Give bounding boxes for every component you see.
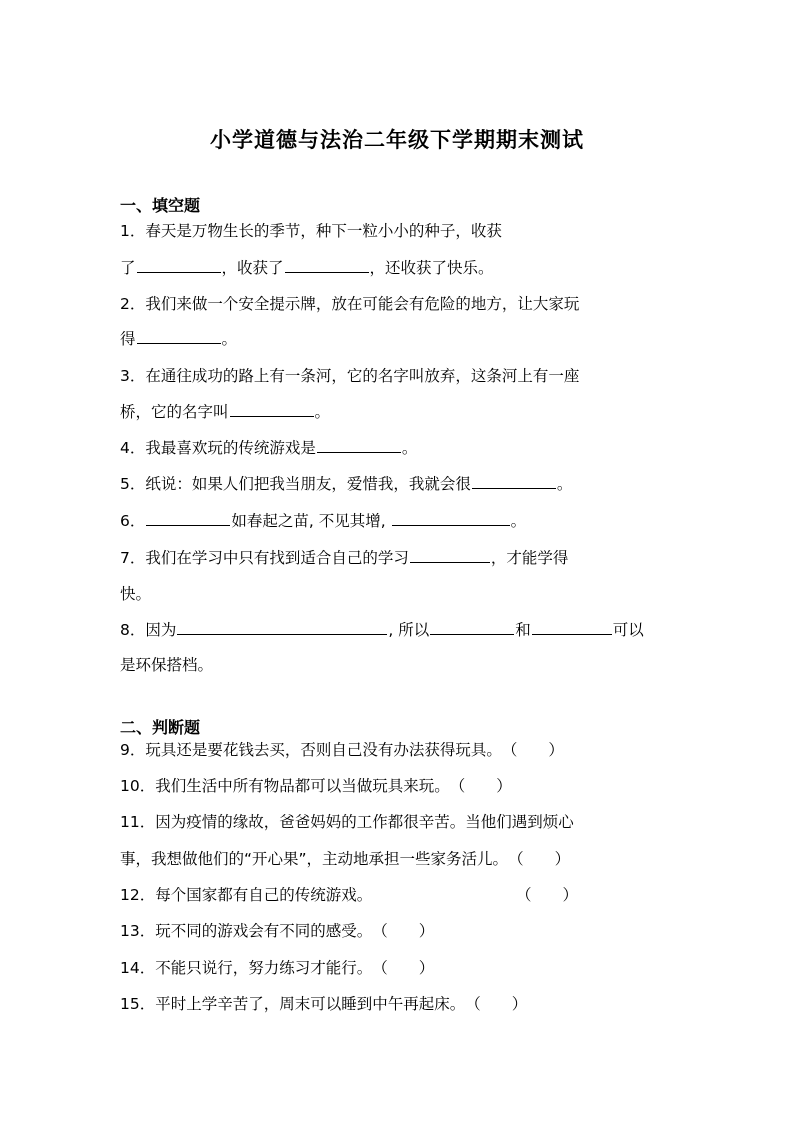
answer-paren[interactable]: （ ） bbox=[372, 922, 435, 940]
q1-text-a: 了 bbox=[120, 259, 136, 277]
q7-text-a: 7．我们在学习中只有找到适合自己的学习 bbox=[120, 549, 409, 567]
q6-text-c: 。 bbox=[510, 512, 527, 530]
question-1-line-1: 1．春天是万物生长的季节，种下一粒小小的种子，收获 bbox=[120, 222, 502, 240]
q11-text: 事，我想做他们的“开心果”，主动地承担一些家务活儿。 bbox=[120, 850, 509, 868]
answer-paren[interactable]: （ ） bbox=[372, 959, 435, 977]
question-3-line-1: 3．在通往成功的路上有一条河，它的名字叫放弃，这条河上有一座 bbox=[120, 367, 580, 385]
answer-paren[interactable]: （ ） bbox=[516, 886, 579, 904]
answer-blank[interactable] bbox=[177, 619, 387, 635]
question-5 bbox=[120, 472, 572, 494]
answer-paren[interactable]: （ ） bbox=[501, 741, 564, 759]
question-15 bbox=[120, 992, 527, 1014]
answer-blank[interactable] bbox=[430, 619, 514, 635]
question-11-line-2 bbox=[120, 847, 570, 869]
q12-text: 12．每个国家都有自己的传统游戏。 bbox=[120, 886, 373, 904]
answer-blank[interactable] bbox=[472, 473, 556, 489]
answer-blank[interactable] bbox=[317, 437, 401, 453]
question-4 bbox=[120, 436, 417, 458]
q5-text-b: 。 bbox=[556, 475, 573, 493]
q4-text-b: 。 bbox=[401, 439, 418, 457]
q6-text-b: 如春起之苗, 不见其增, bbox=[231, 512, 386, 530]
question-11-line-1: 11．因为疫情的缘故，爸爸妈妈的工作都很辛苦。当他们遇到烦心 bbox=[120, 813, 574, 831]
question-7-line-1 bbox=[120, 546, 568, 568]
q1-text-c: ，还收获了快乐。 bbox=[369, 259, 494, 277]
page-title: 小学道德与法治二年级下学期期末测试 bbox=[210, 128, 584, 152]
q5-text-a: 5．纸说：如果人们把我当朋友，爱惜我，我就会很 bbox=[120, 475, 471, 493]
q2-text-b: 。 bbox=[221, 330, 238, 348]
q4-text-a: 4．我最喜欢玩的传统游戏是 bbox=[120, 439, 316, 457]
q3-text-a: 桥，它的名字叫 bbox=[120, 403, 229, 421]
answer-blank[interactable] bbox=[410, 547, 490, 563]
q14-text: 14．不能只说行，努力练习才能行。 bbox=[120, 959, 373, 977]
section-judge-heading: 二、判断题 bbox=[120, 718, 201, 737]
answer-blank[interactable] bbox=[137, 257, 221, 273]
answer-blank[interactable] bbox=[532, 619, 612, 635]
question-3-line-2 bbox=[120, 400, 330, 422]
question-2-line-2 bbox=[120, 327, 237, 349]
question-8-line-1 bbox=[120, 618, 644, 640]
question-8-line-2: 是环保搭档。 bbox=[120, 656, 214, 674]
answer-paren[interactable]: （ ） bbox=[449, 777, 512, 795]
question-6 bbox=[120, 509, 526, 531]
answer-blank[interactable] bbox=[230, 401, 314, 417]
q10-text: 10．我们生活中所有物品都可以当做玩具来玩。 bbox=[120, 777, 450, 795]
q6-text-a: 6． bbox=[120, 512, 146, 530]
section-fill-heading: 一、填空题 bbox=[120, 196, 201, 215]
q2-text-a: 得 bbox=[120, 330, 136, 348]
answer-paren[interactable]: （ ） bbox=[508, 850, 571, 868]
answer-blank[interactable] bbox=[392, 510, 510, 526]
q8-text-d: 可以 bbox=[612, 621, 644, 639]
answer-paren[interactable]: （ ） bbox=[465, 995, 528, 1013]
question-1-line-2 bbox=[120, 256, 494, 278]
q7-text-b: ，才能学得 bbox=[490, 549, 569, 567]
q8-text-a: 8．因为 bbox=[120, 621, 177, 639]
answer-blank[interactable] bbox=[146, 510, 230, 526]
q3-text-b: 。 bbox=[314, 403, 331, 421]
question-10 bbox=[120, 774, 512, 796]
answer-blank[interactable] bbox=[285, 257, 369, 273]
q9-text: 9．玩具还是要花钱去买，否则自己没有办法获得玩具。 bbox=[120, 741, 502, 759]
question-7-line-2: 快。 bbox=[120, 585, 152, 603]
question-9 bbox=[120, 738, 564, 760]
question-13 bbox=[120, 919, 434, 941]
question-12 bbox=[120, 883, 579, 905]
q13-text: 13．玩不同的游戏会有不同的感受。 bbox=[120, 922, 373, 940]
q8-text-c: 和 bbox=[515, 621, 531, 639]
q15-text: 15．平时上学辛苦了，周末可以睡到中午再起床。 bbox=[120, 995, 466, 1013]
question-14 bbox=[120, 956, 434, 978]
q1-text-b: ，收获了 bbox=[221, 259, 284, 277]
q8-text-b: , 所以 bbox=[388, 621, 430, 639]
question-2-line-1: 2．我们来做一个安全提示牌，放在可能会有危险的地方，让大家玩 bbox=[120, 295, 580, 313]
answer-blank[interactable] bbox=[137, 328, 221, 344]
